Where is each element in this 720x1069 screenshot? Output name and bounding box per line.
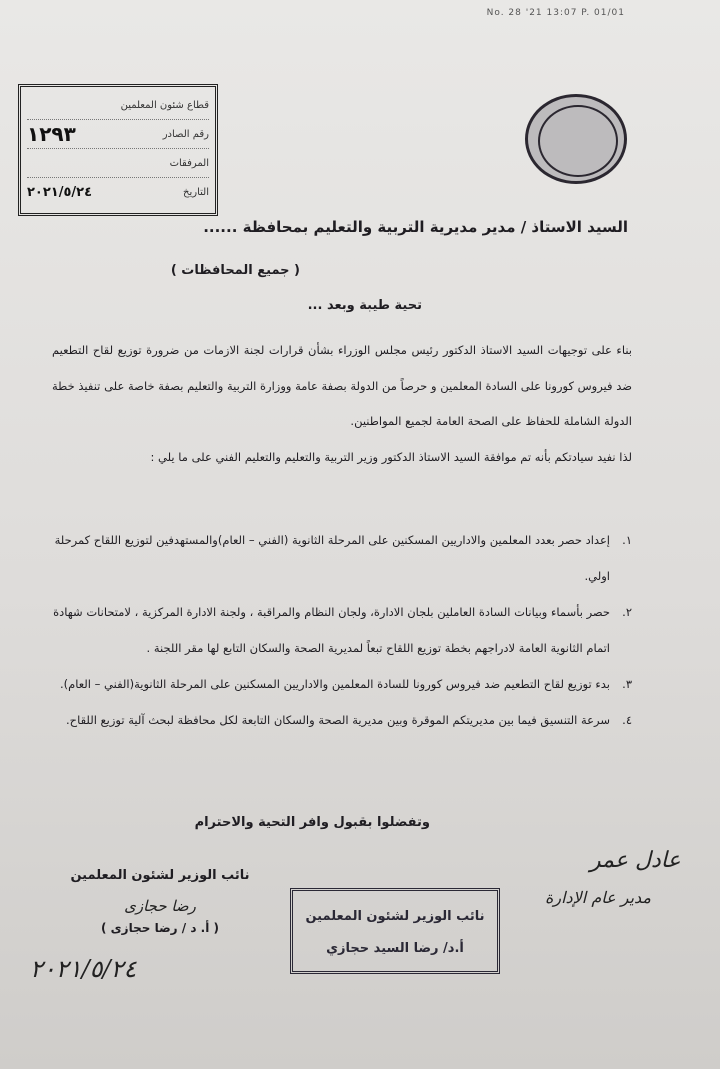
fax-header: No. 28 '21 13:07 P. 01/01 <box>486 8 625 18</box>
greeting: تحية طيبة وبعد ... <box>307 298 422 313</box>
list-item <box>52 522 632 594</box>
ref-label: التاريخ <box>183 186 209 198</box>
reference-box <box>18 84 218 216</box>
item-number: ٢. <box>622 605 632 619</box>
item-number: ١. <box>622 533 632 547</box>
list-item <box>52 594 632 666</box>
handwritten-date: ٢٠٢١/٥/٢٤ <box>30 955 137 983</box>
handwritten-signature: رضا حجازى <box>124 897 196 915</box>
signature-block <box>60 868 260 935</box>
stamp-line: أ.د/ رضا السيد حجازي <box>326 941 464 956</box>
ref-label: رقم الصادر <box>162 128 209 140</box>
ref-row-sector <box>27 91 209 120</box>
addressee: السيد الاستاذ / مدير مديرية التربية والتعليم بمحافظة ...... <box>203 218 628 236</box>
ref-row-attachments <box>27 149 209 178</box>
list-item <box>52 702 632 738</box>
all-governorates: ( جميع المحافظات ) <box>170 263 300 278</box>
letter-body <box>52 333 632 475</box>
ministry-seal-icon <box>525 94 627 184</box>
item-number: ٣. <box>622 677 632 691</box>
directives-list <box>52 522 632 738</box>
closing-line: وتفضلوا بقبول وافر التحية والاحترام <box>194 815 430 830</box>
item-text: حصر بأسماء وبيانات السادة العاملين بلجان الادارة، ولجان النظام والمراقبة ، ولجنة الادارة المركزية ، لامتحانات شهادة اتمام الثانوية العامة لادراجهم بخطة توزيع اللقاح تبعاً لمديرية الصحة والسكان التابع لها مقر اللجنة . <box>53 605 610 655</box>
paragraph: لذا نفيد سيادتكم بأنه تم موافقة السيد الاستاذ الدكتور وزير التربية والتعليم والتعليم الفني على ما يلي : <box>150 449 632 464</box>
signatory-title: نائب الوزير لشئون المعلمين <box>70 868 250 883</box>
ref-number: ١٢٩٣ <box>27 122 76 146</box>
ref-row-number <box>27 120 209 149</box>
signatory-name: ( أ. د / رضا حجازى ) <box>101 921 219 935</box>
margin-note-title: مدير عام الإدارة <box>545 888 651 907</box>
ref-label: المرفقات <box>169 157 209 169</box>
list-item <box>52 666 632 702</box>
margin-note-name: عادل عمر <box>590 848 681 873</box>
ref-label: قطاع شئون المعلمين <box>120 99 209 111</box>
item-text: بدء توزيع لقاح التطعيم ضد فيروس كورونا للسادة المعلمين والاداريين المسكنين على المرحلة الثانوية(الفني – العام). <box>59 677 610 691</box>
item-text: إعداد حصر بعدد المعلمين والاداريين المسكنين على المرحلة الثانوية (الفني – العام)والمستهدفين لتوزيع اللقاح كمرحلة اولي. <box>54 533 610 583</box>
stamp-line: نائب الوزير لشئون المعلمين <box>305 909 485 924</box>
item-text: سرعة التنسيق فيما بين مديريتكم الموقرة وبين مديرية الصحة والسكان التابعة لكل محافظة لبحث آلية توزيع اللقاح. <box>65 713 610 727</box>
official-stamp <box>290 888 500 974</box>
ref-row-date <box>27 178 209 206</box>
item-number: ٤. <box>622 713 632 727</box>
paragraph: بناء على توجيهات السيد الاستاذ الدكتور رئيس مجلس الوزراء بشأن قرارات لجنة الازمات من ضرورة توزيع لقاح التطعيم ضد فيروس كورونا على السادة المعلمين و حرصاً من الدولة بصفة عامة ووزارة التربية والتعليم بصفة خاصة على تنفيذ خطة الدولة الشاملة للحفاظ على الصحة العامة لجميع المواطنين. <box>52 343 632 428</box>
ref-date: ٢٠٢١/٥/٢٤ <box>27 184 93 200</box>
